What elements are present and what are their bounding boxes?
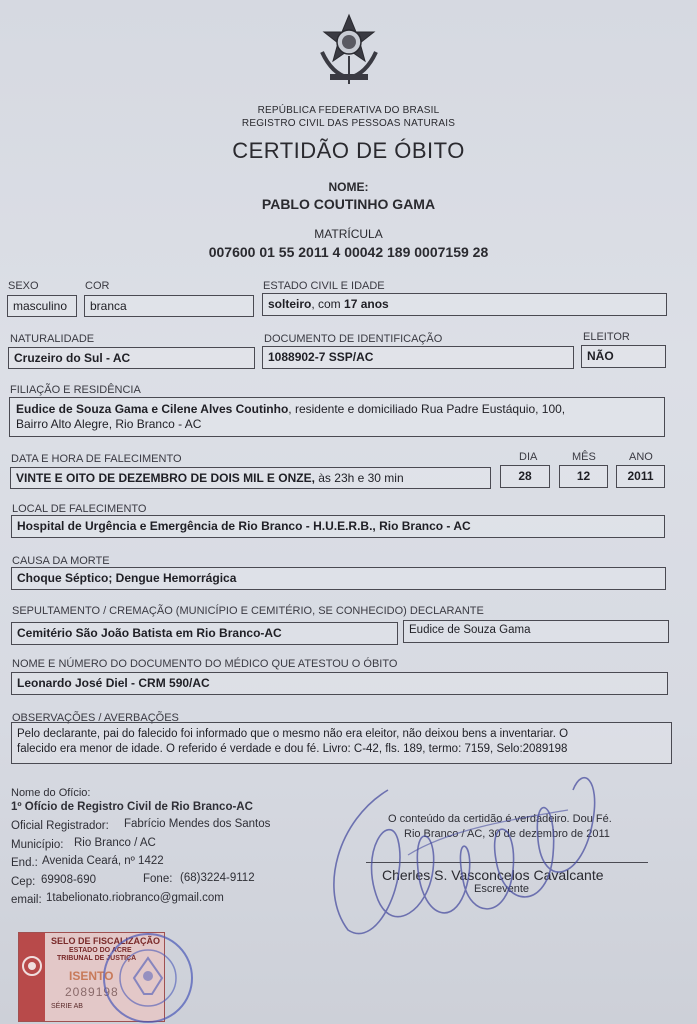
seal-serie: SÉRIE AB — [51, 1003, 83, 1010]
ano-label: ANO — [629, 451, 653, 463]
registry-line: REGISTRO CIVIL DAS PESSOAS NATURAIS — [241, 118, 456, 129]
cor-label: COR — [85, 280, 110, 292]
local-field: Hospital de Urgência e Emergência de Rio Branco - H.U.E.R.B., Rio Branco - AC — [11, 515, 665, 538]
documento-label: DOCUMENTO DE IDENTIFICAÇÃO — [264, 333, 443, 345]
cor-field: branca — [84, 295, 254, 317]
signer-role: Escrevente — [474, 883, 530, 895]
seal-band — [19, 933, 45, 1021]
email-label: email: — [11, 894, 42, 906]
attest-line-1: O conteúdo da certidão é verdadeiro. Dou Fé. — [388, 813, 612, 825]
documento-field: 1088902-7 SSP/AC — [262, 346, 574, 369]
observacoes-label: OBSERVAÇÕES / AVERBAÇÕES — [12, 712, 179, 724]
observacoes-field: Pelo declarante, pai do falecido foi informado que o mesmo não era eleitor, não deixou bens a inventariar. O falecido era menor de idade. O referido é verdade e dou fé. Livro: C-42, fls. 189, termo: 7159, Selo:2089198 — [11, 722, 672, 764]
sexo-label: SEXO — [8, 280, 39, 292]
signer-name: Cherles S. Vasconcelos Cavalcante — [382, 867, 604, 883]
email-value: 1tabelionato.riobranco@gmail.com — [46, 892, 224, 904]
dia-field: 28 — [500, 465, 550, 488]
seal-court: TRIBUNAL DE JUSTIÇA — [57, 955, 137, 962]
local-label: LOCAL DE FALECIMENTO — [12, 503, 147, 515]
causa-label: CAUSA DA MORTE — [12, 555, 110, 567]
notary-stamp — [92, 918, 204, 1024]
estado-civil-label: ESTADO CIVIL E IDADE — [263, 280, 385, 292]
office-name-label: Nome do Ofício: — [11, 787, 91, 799]
data-falecimento-field: VINTE E OITO DE DEZEMBRO DE DOIS MIL E ONZE, às 23h e 30 min — [10, 467, 491, 489]
mes-field: 12 — [559, 465, 608, 488]
causa-field: Choque Séptico; Dengue Hemorrágica — [11, 567, 666, 590]
seal-title: SELO DE FISCALIZAÇÃO — [51, 936, 161, 946]
republic-line: REPÚBLICA FEDERATIVA DO BRASIL — [257, 105, 440, 116]
matricula-number: 007600 01 55 2011 4 00042 189 0007159 28 — [208, 244, 489, 260]
handwritten-signature — [318, 760, 618, 950]
filiacao-label: FILIAÇÃO E RESIDÊNCIA — [10, 384, 141, 396]
page-title: CERTIDÃO DE ÓBITO — [232, 138, 465, 163]
ano-field: 2011 — [616, 465, 665, 488]
cep-value: 69908-690 — [41, 874, 96, 886]
coat-of-arms-icon — [312, 12, 386, 90]
name-label: NOME: — [328, 180, 369, 194]
filiacao-field: Eudice de Souza Gama e Cilene Alves Coutinho, residente e domiciliado Rua Padre Eustáquio, 100, Bairro Alto Alegre, Rio Branco - AC — [9, 397, 665, 437]
matricula-label: MATRÍCULA — [314, 227, 383, 241]
naturalidade-field: Cruzeiro do Sul - AC — [8, 347, 255, 369]
sexo-field: masculino — [7, 295, 77, 317]
seal-state: ESTADO DO ACRE — [69, 947, 132, 954]
dia-label: DIA — [519, 451, 538, 463]
office-name: 1º Ofício de Registro Civil de Rio Branco-AC — [11, 801, 253, 813]
seal-isento: ISENTO — [69, 969, 114, 983]
fone-label: Fone: — [143, 873, 173, 885]
eleitor-field: NÃO — [581, 345, 666, 368]
data-falecimento-label: DATA E HORA DE FALECIMENTO — [11, 453, 182, 465]
seal-number: 2089198 — [65, 985, 119, 999]
medico-field: Leonardo José Diel - CRM 590/AC — [11, 672, 668, 695]
end-value: Avenida Ceará, nº 1422 — [42, 855, 164, 867]
eleitor-label: ELEITOR — [583, 331, 630, 343]
deceased-name: PABLO COUTINHO GAMA — [261, 196, 436, 212]
estado-civil-field: solteiro, com 17 anos — [262, 293, 667, 316]
registrador-label: Oficial Registrador: — [11, 820, 109, 832]
municipio-label: Município: — [11, 839, 64, 851]
medico-label: NOME E NÚMERO DO DOCUMENTO DO MÉDICO QUE ATESTOU O ÓBITO — [12, 658, 398, 670]
municipio-value: Rio Branco / AC — [74, 837, 156, 849]
attest-date: Rio Branco / AC, 30 de dezembro de 2011 — [404, 828, 610, 840]
cep-label: Cep: — [11, 876, 36, 888]
registrador-value: Fabrício Mendes dos Santos — [124, 818, 271, 830]
naturalidade-label: NATURALIDADE — [10, 333, 95, 345]
end-label: End.: — [11, 857, 38, 869]
seal-emblem-icon — [21, 955, 43, 977]
declarante-field: Eudice de Souza Gama — [403, 620, 669, 643]
mes-label: MÊS — [572, 451, 596, 463]
sepultamento-label: SEPULTAMENTO / CREMAÇÃO (MUNICÍPIO E CEMITÉRIO, SE CONHECIDO) DECLARANTE — [12, 605, 484, 617]
fone-value: (68)3224-9112 — [180, 872, 255, 884]
sepultamento-field: Cemitério São João Batista em Rio Branco-AC — [11, 622, 398, 645]
signature-line — [366, 862, 648, 863]
